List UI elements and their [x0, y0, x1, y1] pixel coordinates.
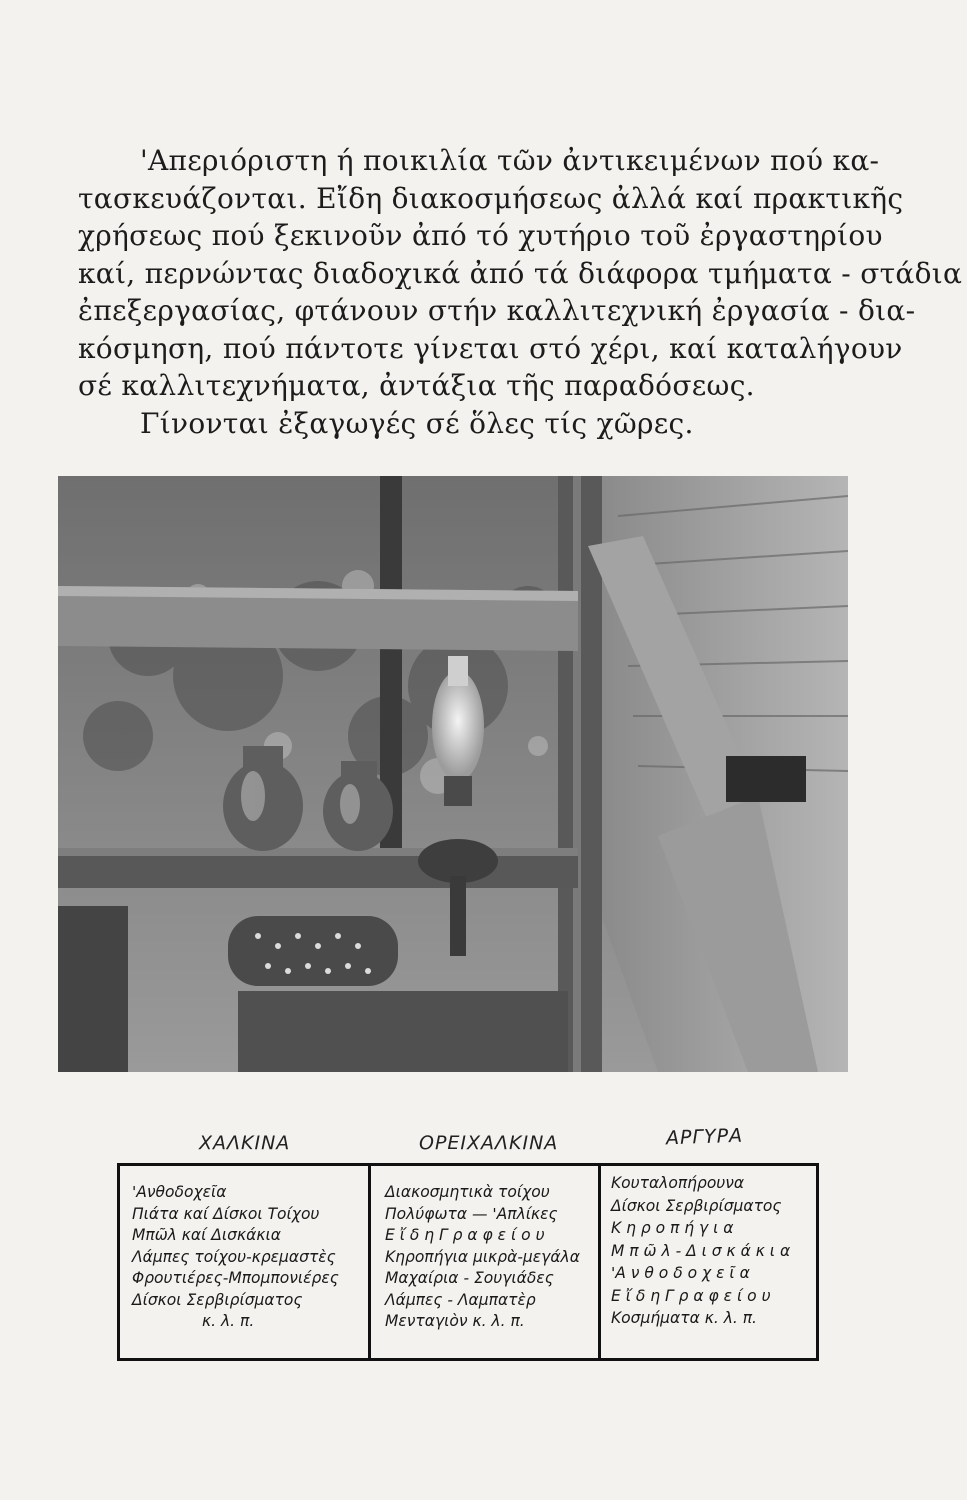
list-item: 'Α ν θ ο δ ο χ ε ῖ α — [611, 1264, 750, 1282]
heading-silver: ΑΡΓΥΡΑ — [665, 1124, 744, 1150]
list-item: Φρουτιέρες-Μπομπονιέρες — [132, 1269, 339, 1287]
text-line: ἐπεξεργασίας, φτάνουν στήν καλλιτεχνική ἐργασία - δια- — [78, 294, 916, 327]
list-item: Ε ἴ δ η Γ ρ α φ ε ί ο υ — [385, 1226, 545, 1244]
text-line: χρήσεως πού ξεκινοῦν ἀπό τό χυτήριο τοῦ ἐργαστηρίου — [78, 219, 883, 252]
copper-items-column — [120, 1166, 368, 1358]
list-item: Δίσκοι Σερβιρίσματος — [611, 1196, 782, 1215]
product-table — [117, 1163, 819, 1361]
list-item: Μ π ῶ λ - Δ ι σ κ ά κ ι α — [611, 1241, 791, 1260]
list-item: Διακοσμητικὰ τοίχου — [385, 1183, 550, 1201]
list-item: Πολύφωτα — 'Απλίκες — [385, 1204, 558, 1223]
list-item: Πιάτα καί Δίσκοι Τοίχου — [132, 1204, 320, 1223]
photo-illustration — [58, 476, 848, 1072]
list-item: 'Ανθοδοχεῖα — [132, 1183, 227, 1201]
workshop-photograph — [58, 476, 848, 1072]
text-line: Γίνονται ἐξαγωγές σέ ὅλες τίς χῶρες. — [140, 406, 694, 440]
list-item: Κοσμήματα κ. λ. π. — [611, 1309, 757, 1327]
list-item: Μαχαίρια - Σουγιάδες — [385, 1269, 554, 1287]
list-item: Ε ἴ δ η Γ ρ α φ ε ί ο υ — [611, 1286, 771, 1305]
body-paragraph — [78, 142, 963, 442]
brass-items-column — [368, 1166, 598, 1358]
list-item: Κ η ρ ο π ή γ ι α — [611, 1219, 734, 1237]
list-item: Δίσκοι Σερβιρίσματος — [132, 1290, 303, 1309]
text-line: 'Απεριόριστη ή ποικιλία τῶν ἀντικειμένων πού κα- — [140, 144, 880, 177]
list-item: Λάμπες τοίχου-κρεμαστὲς — [132, 1247, 336, 1266]
text-line: σέ καλλιτεχνήματα, ἀντάξια τῆς παραδόσεως. — [78, 369, 755, 402]
text-line: κόσμηση, πού πάντοτε γίνεται στό χέρι, καί καταλήγουν — [78, 331, 903, 365]
list-item: Μπῶλ καί Δισκάκια — [132, 1226, 281, 1244]
text-line: τασκευάζονται. Εἴδη διακοσμήσεως ἀλλά καί πρακτικῆς — [78, 181, 904, 215]
list-item: Λάμπες - Λαμπατὲρ — [385, 1290, 536, 1309]
heading-brass: ΟΡΕΙΧΑΛΚΙΝΑ — [419, 1132, 559, 1154]
silver-items-column — [598, 1166, 816, 1358]
list-item: Κουταλοπήρουνα — [611, 1174, 745, 1192]
list-item: κ. λ. π. — [202, 1312, 255, 1330]
list-item: Κηροπήγια μικρὰ-μεγάλα — [385, 1247, 580, 1266]
text-line: καί, περνώντας διαδοχικά ἀπό τά διάφορα τμήματα - στάδια — [78, 256, 963, 290]
list-item: Μενταγιὸν κ. λ. π. — [385, 1312, 525, 1330]
heading-copper: ΧΑΛΚΙΝΑ — [199, 1132, 291, 1154]
